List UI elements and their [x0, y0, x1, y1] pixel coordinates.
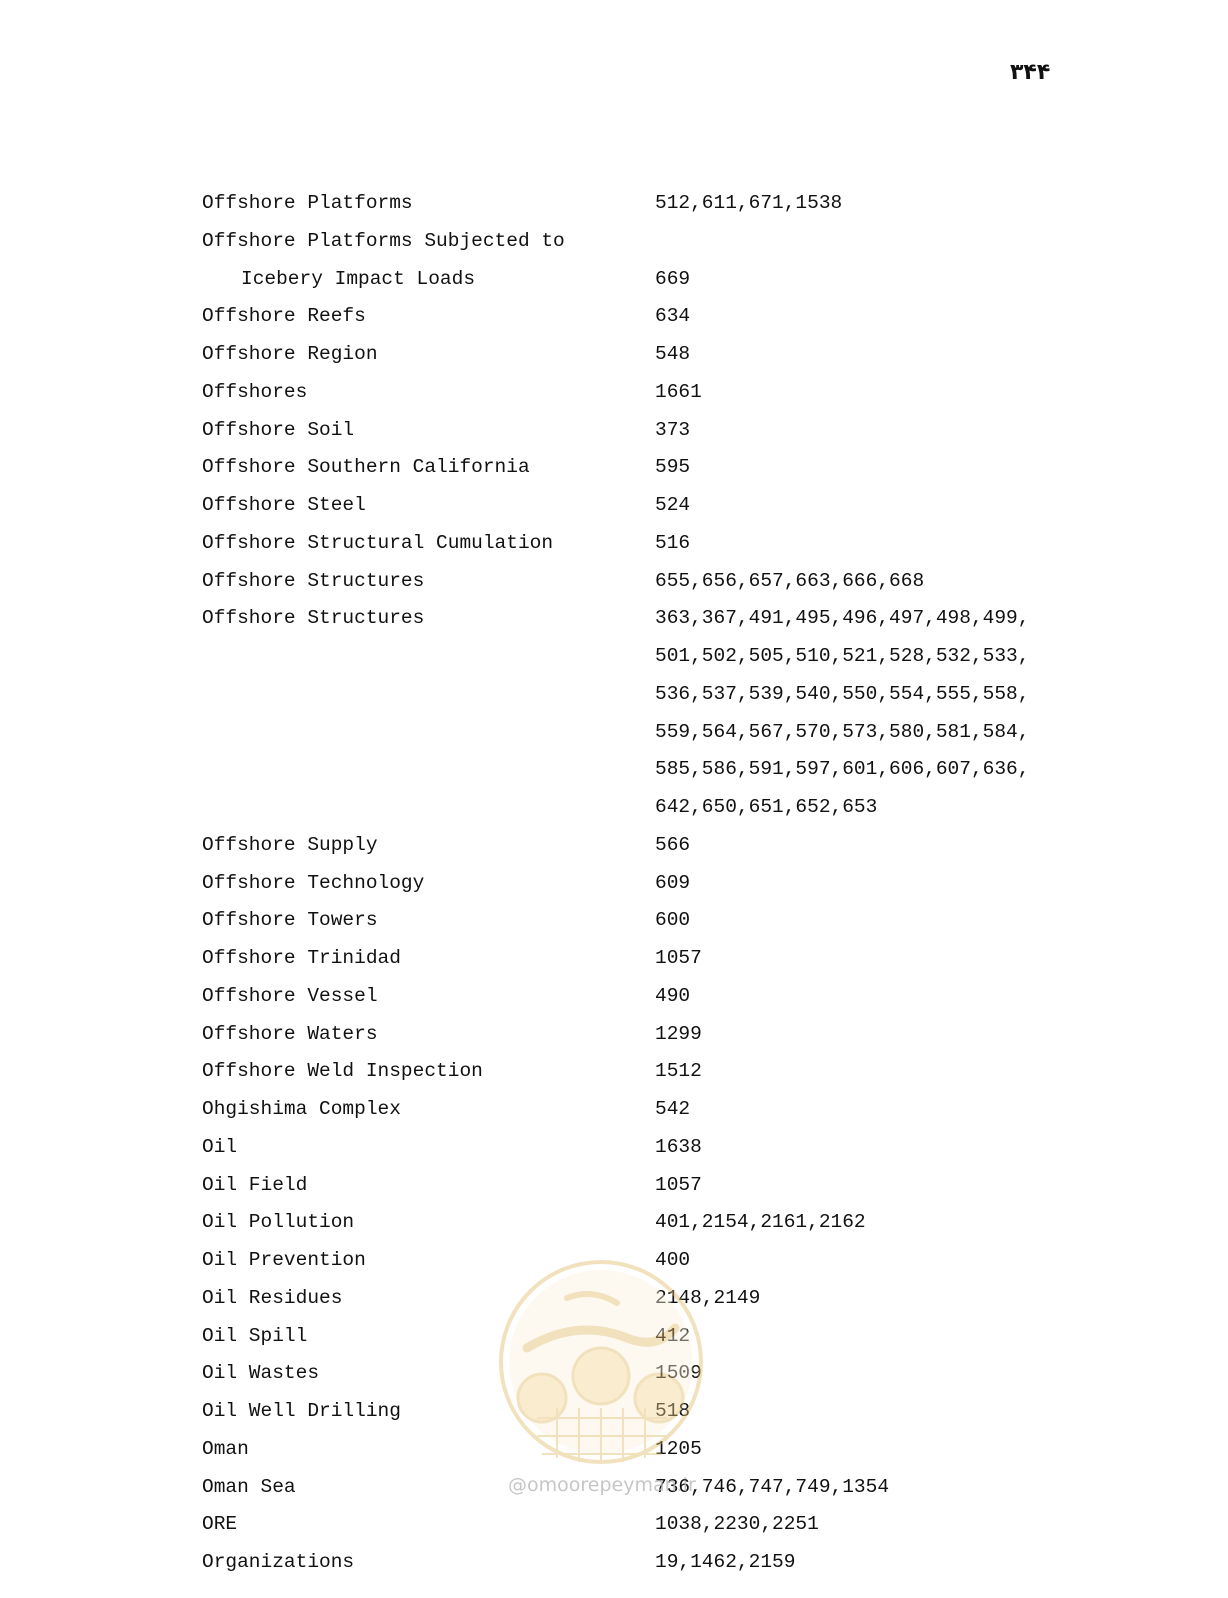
index-page-numbers: 1299 [655, 1022, 702, 1045]
index-page-numbers: 524 [655, 494, 691, 516]
index-term: Offshore Soil [202, 418, 355, 441]
index-term: Oil Well Drilling [202, 1400, 401, 1422]
index-term: Offshore Trinidad [202, 947, 401, 969]
index-entry [0, 1091, 1228, 1129]
index-page-numbers: 518 [655, 1400, 691, 1422]
index-entry [0, 487, 1228, 525]
index-page-numbers: 412 [655, 1324, 691, 1347]
index-entry [0, 1431, 1228, 1469]
index-page-numbers: 559,564,567,570,573,580,581,584, [655, 720, 1030, 743]
index-term: Offshore Structures [202, 607, 425, 630]
index-page-numbers: 609 [655, 871, 691, 894]
index-entry [0, 1053, 1228, 1091]
index-page-numbers: 2148,2149 [655, 1286, 761, 1309]
index-term: Oil Spill [202, 1324, 308, 1347]
watermark-text: @omoorepeyman.ir [508, 1474, 696, 1496]
index-page-numbers: 566 [655, 833, 691, 856]
index-entry [0, 261, 1228, 299]
index-entry [0, 827, 1228, 865]
index-page-numbers: 1509 [655, 1362, 702, 1385]
index-page-numbers: 548 [655, 343, 691, 365]
index-entry [0, 298, 1228, 336]
index-term: Offshore Waters [202, 1022, 378, 1045]
index-page-numbers: 373 [655, 418, 691, 441]
index-term: Oman [202, 1437, 249, 1460]
index-term: Oman Sea [202, 1475, 296, 1498]
index-term: Ohgishima Complex [202, 1098, 401, 1120]
index-page-numbers: 1205 [655, 1437, 702, 1460]
index-entry [0, 1544, 1228, 1582]
index-entry [0, 185, 1228, 223]
page-number: ۳۴۴ [1010, 60, 1051, 85]
index-term: Offshore Platforms Subjected to [202, 229, 565, 252]
index-entry [0, 789, 1228, 827]
index-entry [0, 525, 1228, 563]
index-page-numbers: 655,656,657,663,666,668 [655, 569, 925, 592]
index-page-numbers: 595 [655, 456, 691, 479]
index-term: Offshore Region [202, 343, 378, 365]
index-page-numbers: 736,746,747,749,1354 [655, 1475, 890, 1498]
index-term: Icebery Impact Loads [241, 267, 476, 290]
index-term: Oil Wastes [202, 1362, 320, 1385]
index-page-numbers: 1638 [655, 1135, 702, 1158]
index-entry [0, 714, 1228, 752]
index-entry [0, 865, 1228, 903]
index-term: Offshores [202, 380, 308, 403]
index-term: Oil [202, 1135, 238, 1158]
index-entry [0, 336, 1228, 374]
index-page-numbers: 669 [655, 267, 691, 290]
index-entry [0, 978, 1228, 1016]
index-term: Offshore Technology [202, 871, 425, 894]
index-page-numbers: 536,537,539,540,550,554,555,558, [655, 682, 1030, 705]
index-entry [0, 940, 1228, 978]
index-term: Offshore Structural Cumulation [202, 531, 554, 554]
index-page-numbers: 542 [655, 1098, 691, 1120]
index-entry [0, 638, 1228, 676]
index-entry [0, 1393, 1228, 1431]
index-page-numbers: 634 [655, 305, 691, 328]
index-page-numbers: 400 [655, 1249, 691, 1271]
index-entry [0, 1242, 1228, 1280]
index-page-numbers: 19,1462,2159 [655, 1551, 796, 1573]
index-page-numbers: 1038,2230,2251 [655, 1513, 819, 1536]
index-entry [0, 902, 1228, 940]
index-page-numbers: 516 [655, 531, 691, 554]
index-term: Organizations [202, 1551, 355, 1573]
index-term: Offshore Supply [202, 833, 378, 856]
index-entry [0, 600, 1228, 638]
index-page-numbers: 363,367,491,495,496,497,498,499, [655, 607, 1030, 630]
index-entry [0, 751, 1228, 789]
index-entry [0, 223, 1228, 261]
index-term: Offshore Steel [202, 494, 366, 516]
index-entry [0, 412, 1228, 450]
index-entry [0, 374, 1228, 412]
index-term: Oil Field [202, 1173, 308, 1196]
index-term: Offshore Structures [202, 569, 425, 592]
index-term: Oil Pollution [202, 1211, 355, 1234]
index-entry [0, 1016, 1228, 1054]
index-term: Offshore Towers [202, 909, 378, 932]
index-term: ORE [202, 1513, 238, 1536]
index-term: Offshore Reefs [202, 305, 366, 328]
index-entry [0, 563, 1228, 601]
index-page-numbers: 501,502,505,510,521,528,532,533, [655, 645, 1030, 667]
index-entry [0, 676, 1228, 714]
index-entry [0, 1204, 1228, 1242]
index-page-numbers: 401,2154,2161,2162 [655, 1211, 866, 1234]
index-term: Offshore Weld Inspection [202, 1060, 483, 1083]
index-page-numbers: 1057 [655, 947, 702, 969]
index-page-numbers: 642,650,651,652,653 [655, 796, 878, 818]
index-term: Oil Residues [202, 1286, 343, 1309]
index-page-numbers: 585,586,591,597,601,606,607,636, [655, 758, 1030, 781]
index-list [0, 185, 1228, 1582]
index-term: Offshore Platforms [202, 192, 413, 214]
index-entry [0, 1129, 1228, 1167]
index-term: Oil Prevention [202, 1249, 366, 1271]
index-page-numbers: 490 [655, 984, 691, 1007]
index-page-numbers: 1661 [655, 380, 702, 403]
index-term: Offshore Vessel [202, 984, 378, 1007]
index-page-numbers: 1512 [655, 1060, 702, 1083]
index-page-numbers: 512,611,671,1538 [655, 192, 843, 214]
index-entry [0, 1506, 1228, 1544]
index-entry [0, 1167, 1228, 1205]
index-entry [0, 1355, 1228, 1393]
index-page-numbers: 1057 [655, 1173, 702, 1196]
index-entry [0, 449, 1228, 487]
index-page-numbers: 600 [655, 909, 691, 932]
index-entry [0, 1280, 1228, 1318]
index-entry [0, 1318, 1228, 1356]
index-term: Offshore Southern California [202, 456, 530, 479]
